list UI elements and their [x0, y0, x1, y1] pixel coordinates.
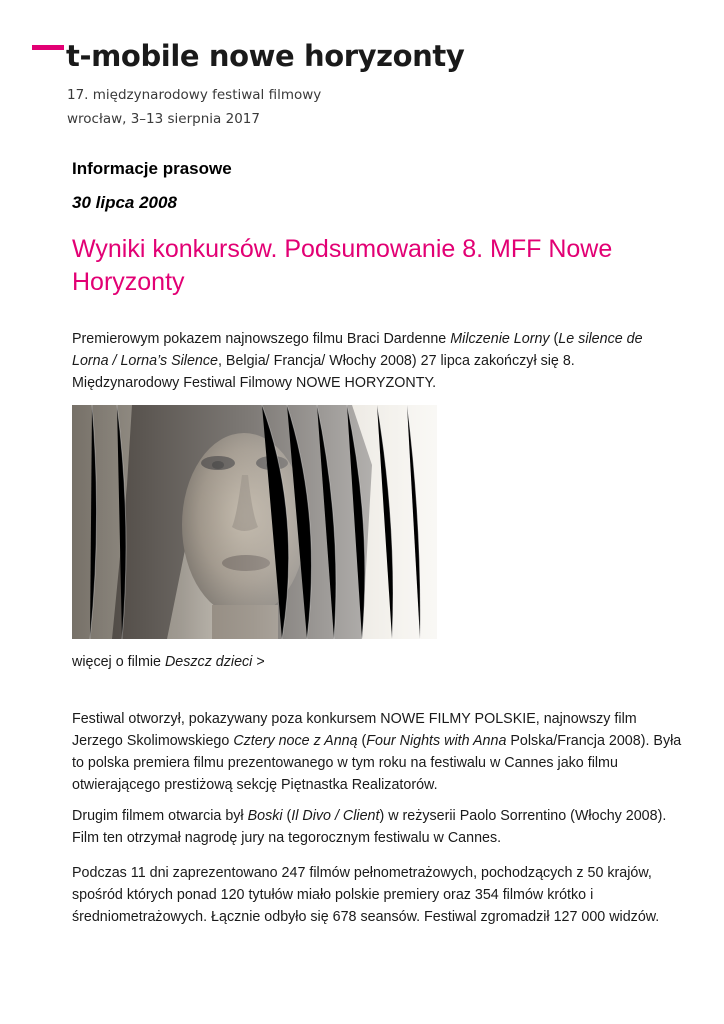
film-alt-title: Il Divo / Client — [291, 808, 380, 824]
paragraph-second-opening-film — [72, 805, 682, 849]
film-title: Milczenie Lorny — [450, 331, 550, 347]
text-run: więcej o filmie — [72, 654, 165, 670]
text-run: Drugim filmem otwarcia był — [72, 808, 248, 824]
headline: Wyniki konkursów. Podsumowanie 8. MFF Nowe Horyzonty — [72, 235, 613, 296]
festival-subtitle: 17. międzynarodowy festiwal filmowy — [67, 87, 322, 103]
film-title: Cztery noce z Anną — [233, 733, 358, 749]
text-run: Polska/Francja 2008). Była to polska premiera filmu prezentowanego w tym roku na festiwalu w Cannes jako filmu otwierającego prestiżową sekcję Piętnastka Realizatorów. — [72, 733, 682, 793]
film-original-title: Le silence de Lorna / Lorna’s Silence — [72, 331, 643, 369]
text-run: ) w reżyserii Paolo Sorrentino (Włochy 2008). Film ten otrzymał nagrodę jury na tegorocznym festiwalu w Cannes. — [72, 808, 667, 846]
arrow-text: > — [252, 654, 265, 670]
festival-logo-text: t-mobile nowe horyzonty — [66, 39, 465, 73]
text-run: ( — [357, 733, 367, 749]
brand-accent-dash — [32, 45, 64, 50]
paragraph-opening-film — [72, 708, 682, 796]
section-label: Informacje prasowe — [72, 159, 232, 178]
text-run: ( — [282, 808, 292, 824]
text-run: Festiwal otworzył, pokazywany poza konkursem NOWE FILMY POLSKIE, najnowszy film Jerzego Skolimowskiego — [72, 711, 637, 749]
press-date: 30 lipca 2008 — [72, 193, 177, 212]
text-run: , Belgia/ Francja/ Włochy 2008) 27 lipca zakończył się 8. Międzynarodowy Festiwal Filmowy NOWE HORYZONTY. — [72, 353, 575, 391]
festival-dates: wrocław, 3–13 sierpnia 2017 — [67, 111, 260, 127]
paragraph-intro — [72, 328, 682, 394]
film-still-image — [72, 405, 437, 639]
film-english-title: Four Nights with Anna — [366, 733, 507, 749]
film-title: Deszcz dzieci — [164, 654, 253, 670]
text-run: Premierowym pokazem najnowszego filmu Braci Dardenne — [72, 331, 451, 347]
film-title: Boski — [247, 808, 283, 824]
more-about-film-link[interactable] — [72, 652, 265, 672]
paragraph-statistics: Podczas 11 dni zaprezentowano 247 filmów pełnometrażowych, pochodzących z 50 krajów, spośród których ponad 120 tytułów miało polskie premiery oraz 354 filmów krótko i średniometrażowych. Łącznie odbyło się 678 seansów. Festiwal zgromadził 127 000 widzów. — [72, 865, 660, 925]
text-run: ( — [549, 331, 559, 347]
